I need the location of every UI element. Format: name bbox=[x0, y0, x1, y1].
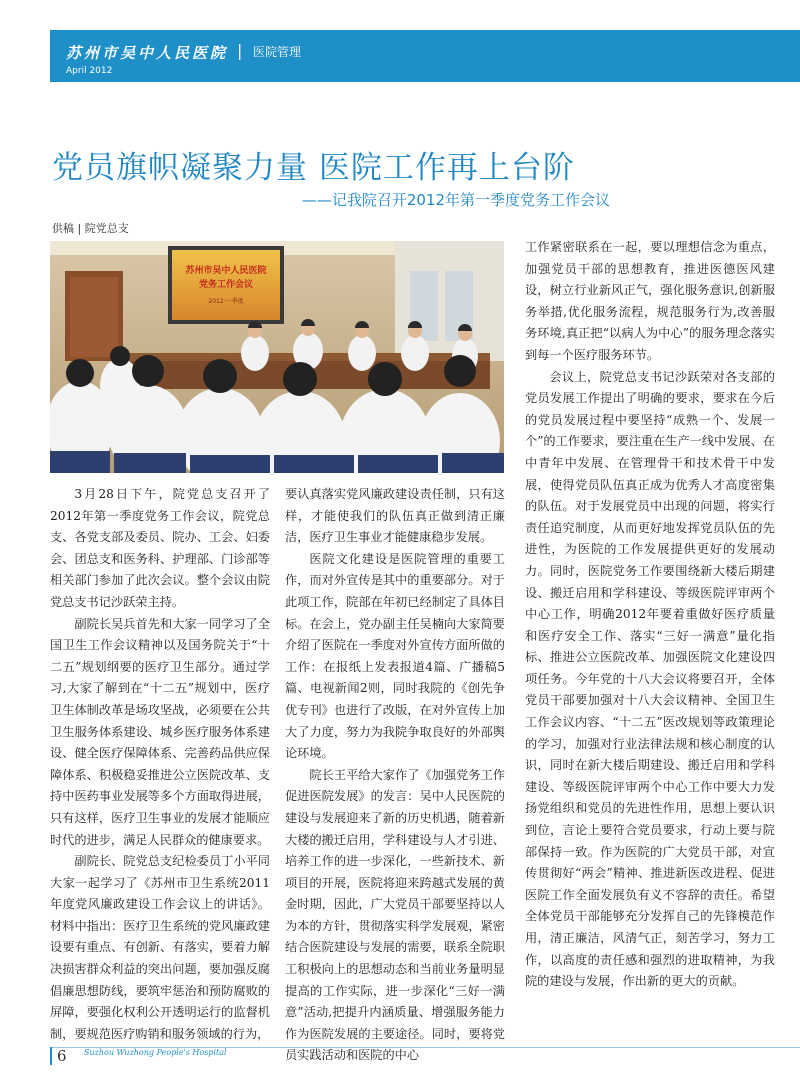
paragraph: 3月28日下午，院党总支召开了2012年第一季度党务工作会议，院党总支、各党支部及委员、院办、工会、妇委会、团总支和医务科、护理部、门诊部等相关部门参加了此次会议。整个会议由院党总支书记沙跃荣主持。 bbox=[50, 487, 270, 609]
paragraph: 会议上，院党总支书记沙跃荣对各支部的党员发展工作提出了明确的要求，要求在今后的党员发展过程中要坚持“成熟一个、发展一个”的工作要求，要注重在生产一线中发展、在中青年中发展、在管理骨干和技术骨干中发展，使得党员队伍真正成为优秀人才高度密集的队伍。对于发展党员中出现的问题，将实行责任追究制度，从而更好地发挥党员队伍的先进性，为医院的工作发展提供更好的发展动力。同时，医院党务工作要围绕新大楼后期建设、搬迁启用和学科建设、等级医院评审两个中心工作，明确2012年要着重做好医疗质量和医疗安全工作、落实“三好一满意”量化指标、推进公立医院改革、加强医院文化建设四项任务。今年党的十八大会议将要召开，全体党员干部要加强对十八大会议精神、全国卫生工作会议内容、“十二五”医改规划等政策理论的学习，加强对行业法律法规和核心制度的认识，同时在新大楼后期建设、搬迁启用和学科建设、等级医院评审两个中心工作中要大力发扬党组织和党员的先进性作用，思想上要认识到位，言论上要符合党员要求，行动上要与院部保持一致。作为医院的广大党员干部，对宣传贯彻好“两会”精神、推进新医改进程、促进医院工作全面发展负有义不容辞的责任。希望全体党员干部能够充分发挥自己的先锋模范作用，清正廉洁，风清气正，刻苦学习，努力工作，以高度的责任感和强烈的进取精神，为我院的建设与发展，作出新的更大的贡献。 bbox=[525, 369, 775, 989]
paragraph: 要认真落实党风廉政建设责任制，只有这样，才能使我们的队伍真正做到清正廉洁，医疗卫生事业才能健康稳步发展。 bbox=[285, 487, 505, 545]
paragraph: 院长王平给大家作了《加强党务工作 促进医院发展》的发言：吴中人民医院的建设与发展迎来了新的历史机遇，随着新大楼的搬迁启用，学科建设与人才引进、培养工作的进一步深化，一些新技术、新项目的开展，医院将迎来跨越式发展的黄金时期，因此，广大党员干部要坚持以人为本的方针，贯彻落实科学发展观，紧密结合医院建设与发展的需要，联系全院职工积极向上的思想动态和当前业务量明显提高的工作实际，进一步深化“三好一满意”活动,把提升内涵质量、增强服务能力作为医院发展的主要途径。同时，要将党员实践活动和医院的中心 bbox=[285, 767, 505, 1063]
section-label: 医院管理 bbox=[253, 45, 302, 59]
paragraph: 医院文化建设是医院管理的重要工作，而对外宣传是其中的重要部分。对于此项工作，院部在年初已经制定了具体目标。在会上，党办副主任吴楠向大家简要介绍了医院在一季度对外宣传方面所做的工作：在报纸上发表报道4篇、广播稿5篇、电视新闻2则，同时我院的《创先争优专刊》也进行了改版，在对外宣传上加大了力度，努力为我院争取良好的外部舆论环境。 bbox=[285, 551, 505, 761]
issue-date: April 2012 bbox=[66, 66, 113, 76]
byline: 供稿 | 院党总支 bbox=[52, 222, 129, 235]
meeting-photo bbox=[50, 241, 504, 473]
screen-date-text: 2012·一季度 bbox=[208, 298, 244, 305]
screen-title-text: 苏州市吴中人民医院 bbox=[185, 266, 267, 276]
article-column-3 bbox=[525, 237, 775, 993]
paragraph: 副院长吴兵首先和大家一同学习了全国卫生工作会议精神以及国务院关于“十二五”规划纲要的医疗卫生部分。通过学习,大家了解到在“十二五”规划中，医疗卫生体制改革是场攻坚战，必须要在公共卫生服务体系建设、城乡医疗服务体系建设、健全医疗保障体系、完善药品供应保障体系、积极稳妥推进公立医院改革、支持中医药事业发展等多个方面取得进展，只有这样，医疗卫生事业的发展才能顺应时代的进步，满足人民群众的健康要求。 bbox=[50, 616, 270, 847]
paragraph: 工作紧密联系在一起，要以理想信念为重点，加强党员干部的思想教育，推进医德医风建设，树立行业新风正气，强化服务意识,创新服务举措,优化服务流程，规范服务行为,改善服务环境,真正把“以病人为中心”的服务理念落实到每一个医疗服务环节。 bbox=[525, 240, 775, 362]
article-subtitle: ——记我院召开2012年第一季度党务工作会议 bbox=[301, 191, 610, 209]
header-separator: | bbox=[237, 41, 243, 60]
article-title: 党员旗帜凝聚力量 医院工作再上台阶 bbox=[52, 150, 575, 186]
page-number: 6 bbox=[57, 1047, 67, 1065]
publication-name: Suzhou Wuzhong People's Hospital bbox=[84, 1048, 227, 1057]
article-column-1 bbox=[50, 484, 270, 1045]
hospital-name: 苏州市吴中人民医院 bbox=[66, 44, 229, 62]
footer-marker bbox=[50, 1047, 52, 1065]
article-column-2 bbox=[285, 484, 505, 1067]
paragraph: 副院长、院党总支纪检委员丁小平同大家一起学习了《苏州市卫生系统2011年度党风廉政建设工作会议上的讲话》。材料中指出：医疗卫生系统的党风廉政建设要有重点、有创新、有落实，要着力解决损害群众利益的突出问题，要加强反腐倡廉思想防线，要筑牢惩治和预防腐败的屏障，要强化权利公开透明运行的监督机制，要规范医疗购销和服务领域的行为， bbox=[50, 854, 270, 1041]
screen-subtitle-text: 党务工作会议 bbox=[198, 280, 254, 290]
header-bar bbox=[50, 30, 800, 82]
